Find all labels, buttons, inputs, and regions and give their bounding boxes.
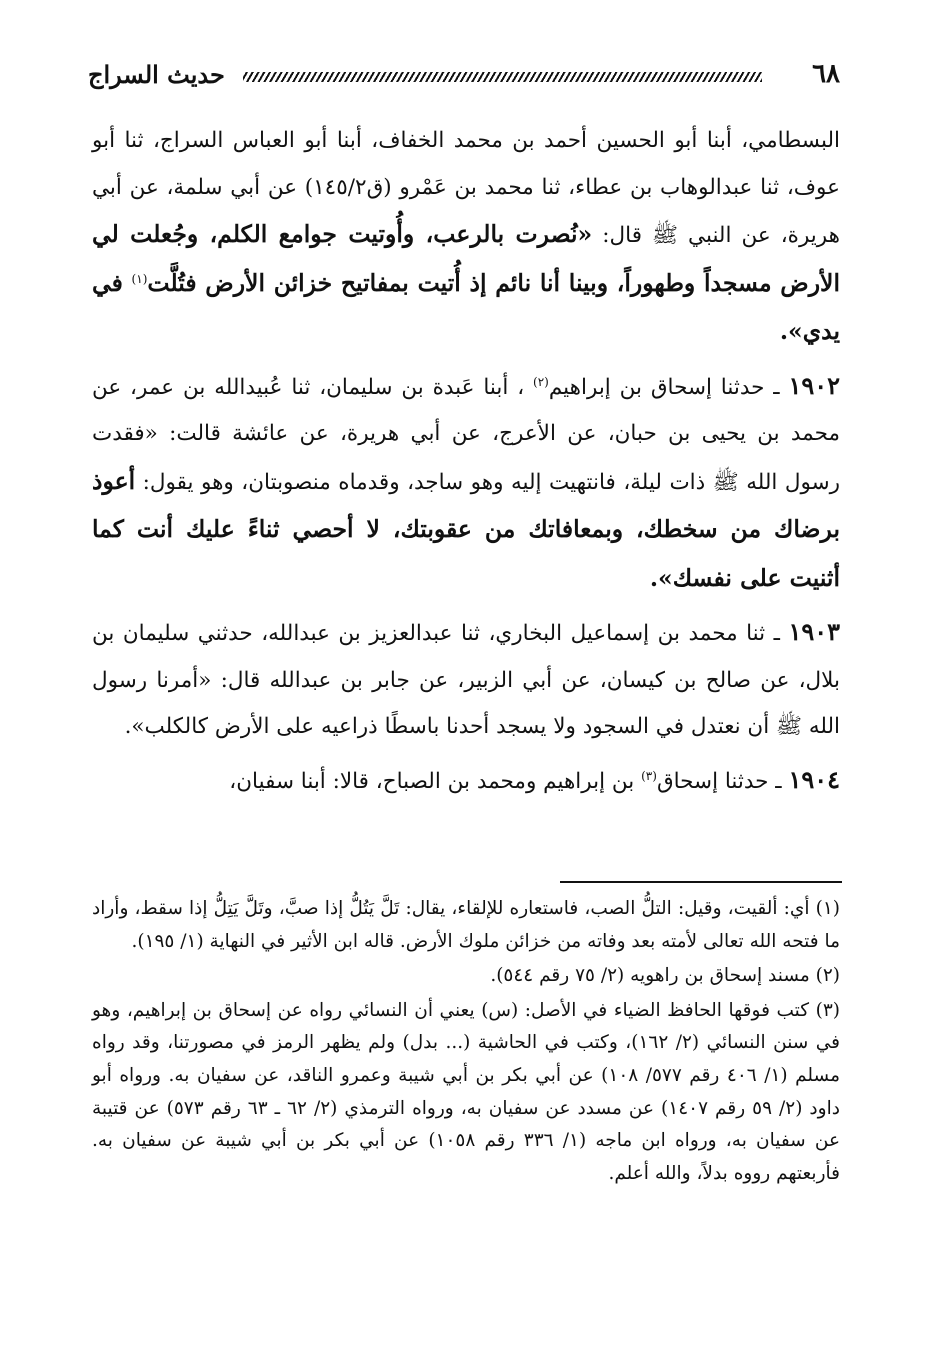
page-number: ٦٨ — [812, 59, 840, 89]
hadith-paragraph-1901-continued — [92, 118, 840, 357]
isnad-text: ـ حدثنا إسحاق — [656, 768, 789, 794]
hadith-text: ـ ثنا محمد بن إسماعيل البخاري، ثنا عبدالعزيز بن عبدالله، حدثني سليمان بن بلال، عن صالح بن كيسان، عن أبي الزبير، عن جابر بن عبدالله قال: «أمرنا رسول الله ﷺ أن نعتدل في السجود ولا يسجد أحدنا باسطًا ذراعيه على الأرض كالكلب». — [92, 621, 840, 739]
running-header — [88, 52, 840, 96]
isnad-text: ـ حدثنا إسحاق بن إبراهيم — [548, 374, 789, 400]
matn-text: أعوذ برضاك من سخطك، وبمعافاتك من عقوبتك، لا أحصي ثناءً عليك أنت كما أثنيت على نفسك». — [92, 466, 840, 592]
footnotes — [92, 893, 840, 1192]
hadith-number: ١٩٠٢ — [788, 370, 840, 400]
matn-text-end: في يدي». — [92, 268, 840, 345]
footnote-2: (٢) مسند إسحاق بن راهويه (٢/ ٧٥ رقم ٥٤٤). — [490, 965, 840, 987]
hadith-paragraph-1904 — [92, 757, 840, 806]
hadith-number: ١٩٠٣ — [788, 617, 840, 646]
hadith-paragraph-1903 — [92, 609, 840, 751]
hadith-number: ١٩٠٤ — [788, 764, 840, 794]
hadith-paragraph-1902 — [92, 363, 840, 604]
footnote-ref-1[interactable]: (١) — [131, 271, 148, 286]
isnad-text-continued: ، أبنا عَبدة بن سليمان، ثنا عُبيدالله بن عمر، عن محمد بن يحيى بن حبان، عن الأعرج، عن أبي هريرة، عن عائشة قالت: «فقدت رسول الله ﷺ ذات ليلة، فانتهيت إليه وهو ساجد، وقدماه منصوبتان، وهو يقول: — [92, 374, 840, 495]
isnad-text-continued: بن إبراهيم ومحمد بن الصباح، قالا: أبنا سفيان، — [229, 768, 642, 794]
footnote-ref-2[interactable]: (٢) — [533, 374, 549, 389]
isnad-text: البسطامي، أبنا أبو الحسين أحمد بن محمد الخفاف، أبنا أبو العباس السراج، ثنا أبو عوف، ثنا عبدالوهاب بن عطاء، ثنا محمد بن عَمْرو (ق١٤٥/٢) عن أبي سلمة، عن أبي هريرة، عن النبي ﷺ قال: — [92, 128, 840, 248]
header-ornamental-rule — [243, 72, 762, 82]
book-title: حديث السراج — [88, 59, 225, 89]
footnote-3: (٣) كتب فوقها الحافظ الضياء في الأصل: (س) يعني أن النسائي رواه عن إسحاق بن إبراهيم، وهو في سنن النسائي (٢/ ١٦٢)، وكتب في الحاشية (... بدل) ولم يظهر الرمز في مصورتنا، وقد رواه مسلم (١/ ٤٠٦ رقم ٥٧٧/ ١٠٨) عن أبي بكر بن أبي شيبة وعمرو الناقد، عن سفيان به. ورواه أبو داود (٢/ ٥٩ رقم ١٤٠٧) عن مسدد عن سفيان به، ورواه الترمذي (٢/ ٦٢ ـ ٦٣ رقم ٥٧٣) عن قتيبة عن سفيان به، ورواه ابن ماجه (١/ ٣٣٦ رقم ١٠٥٨) عن أبي بكر بن أبي شيبة عن سفيان به. فأربعتهم رووه بدلاً، والله أعلم. — [92, 999, 840, 1184]
matn-text: «نُصرت بالرعب، وأُوتيت جوامع الكلم، وجُعلت لي الأرض مسجداً وطهوراً، وبينا أنا نائم إذ أُتيت بمفاتيح خزائن الأرض فتُلَّت — [92, 220, 840, 297]
footnote-ref-3[interactable]: (٣) — [641, 768, 657, 783]
footnote-separator — [560, 881, 842, 883]
footnote-1: (١) أي: ألقيت، وقيل: التلُّ الصب، فاستعاره للإلقاء، يقال: تَلَّ يَتُلُّ إذا صبَّ، وتَلَّ يَتِلُّ إذا سقط، وأراد ما فتحه الله تعالى لأمته بعد وفاته من خزائن ملوك الأرض. قاله ابن الأثير في النهاية (١/ ١٩٥). — [92, 898, 840, 952]
main-text — [92, 118, 840, 811]
